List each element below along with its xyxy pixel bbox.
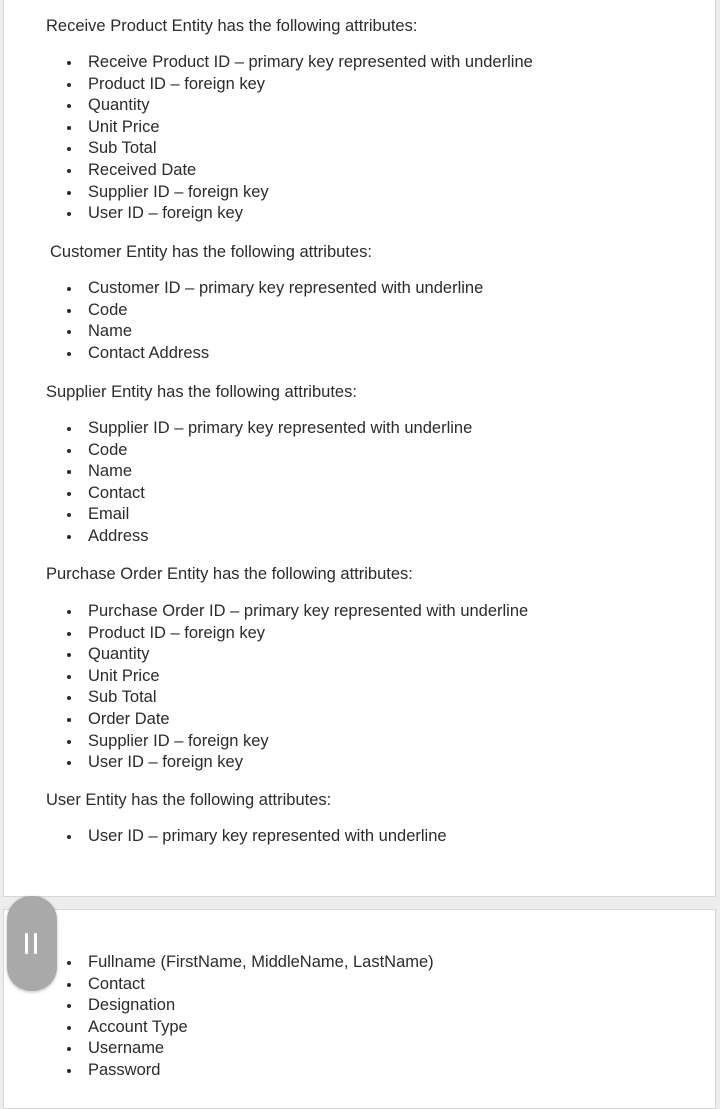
- list-item: Username: [67, 1038, 434, 1060]
- attribute-list-receive-product: [67, 52, 533, 225]
- list-item: Customer ID – primary key represented with underline: [67, 278, 483, 300]
- list-item: Received Date: [67, 160, 533, 182]
- section-heading-customer: Customer Entity has the following attributes:: [50, 243, 372, 261]
- document-page-2: [3, 909, 716, 1109]
- section-heading-receive-product: Receive Product Entity has the following attributes:: [46, 17, 418, 35]
- list-item: Account Type: [67, 1017, 434, 1039]
- list-item: Receive Product ID – primary key represented with underline: [67, 52, 533, 74]
- list-item: Unit Price: [67, 117, 533, 139]
- list-item: Code: [67, 440, 472, 462]
- list-item: Sub Total: [67, 687, 528, 709]
- list-item: Sub Total: [67, 138, 533, 160]
- list-item: Product ID – foreign key: [67, 74, 533, 96]
- list-item: User ID – foreign key: [67, 752, 528, 774]
- attribute-list-user-continued: [67, 952, 434, 1082]
- list-item: Password: [67, 1060, 434, 1082]
- attribute-list-purchase-order: [67, 601, 528, 774]
- attribute-list-supplier: [67, 418, 472, 548]
- list-item: Supplier ID – foreign key: [67, 731, 528, 753]
- list-item: Contact Address: [67, 343, 483, 365]
- list-item: Supplier ID – foreign key: [67, 182, 533, 204]
- list-item: Order Date: [67, 709, 528, 731]
- attribute-list-customer: [67, 278, 483, 364]
- section-heading-purchase-order: Purchase Order Entity has the following attributes:: [46, 565, 413, 583]
- list-item: Unit Price: [67, 666, 528, 688]
- list-item: Fullname (FirstName, MiddleName, LastName): [67, 952, 434, 974]
- section-heading-user: User Entity has the following attributes:: [46, 791, 332, 809]
- list-item: Code: [67, 300, 483, 322]
- grip-icon: [20, 933, 44, 954]
- list-item: Contact: [67, 974, 434, 996]
- list-item: Email: [67, 504, 472, 526]
- list-item: Address: [67, 526, 472, 548]
- list-item: User ID – foreign key: [67, 203, 533, 225]
- attribute-list-user: [67, 826, 447, 848]
- list-item: Quantity: [67, 95, 533, 117]
- list-item: Supplier ID – primary key represented with underline: [67, 418, 472, 440]
- list-item: User ID – primary key represented with underline: [67, 826, 447, 848]
- list-item: Name: [67, 321, 483, 343]
- document-page-1: [3, 0, 716, 897]
- list-item: Quantity: [67, 644, 528, 666]
- scroll-handle[interactable]: [7, 896, 57, 991]
- list-item: Designation: [67, 995, 434, 1017]
- list-item: Purchase Order ID – primary key represented with underline: [67, 601, 528, 623]
- section-heading-supplier: Supplier Entity has the following attributes:: [46, 383, 357, 401]
- list-item: Name: [67, 461, 472, 483]
- list-item: Product ID – foreign key: [67, 623, 528, 645]
- list-item: Contact: [67, 483, 472, 505]
